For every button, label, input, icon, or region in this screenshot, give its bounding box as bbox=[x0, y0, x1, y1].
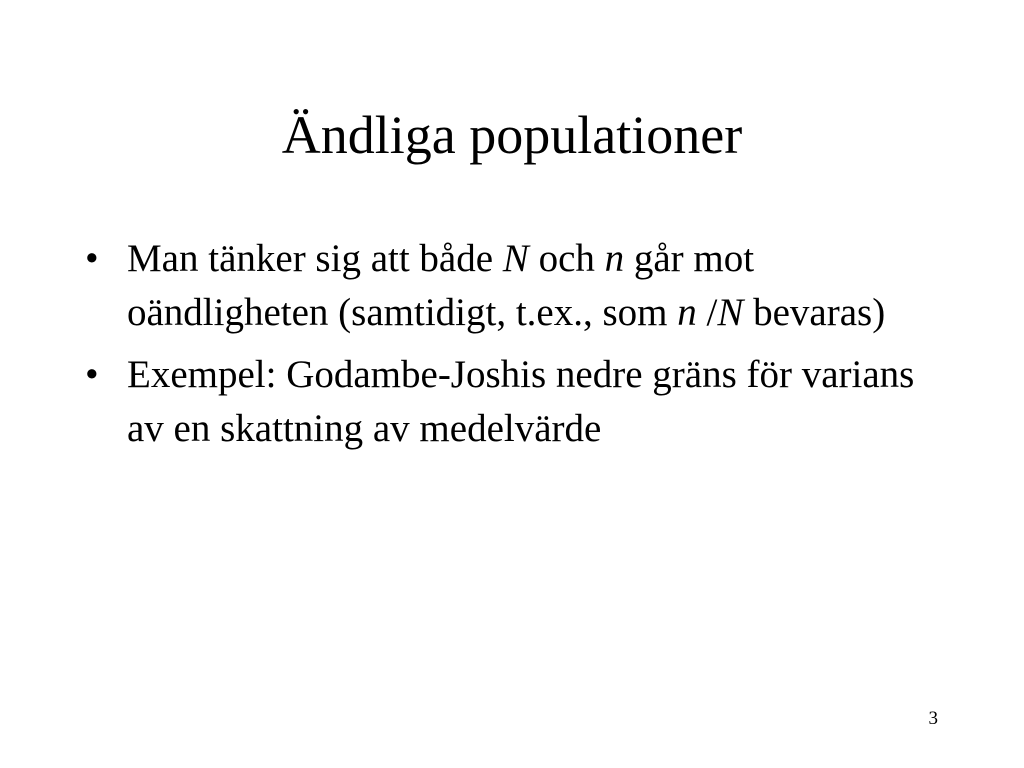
variable-N: N bbox=[717, 291, 744, 334]
bullet-list bbox=[85, 232, 945, 464]
bullet-item bbox=[85, 348, 945, 456]
slide-title: Ändliga populationer bbox=[281, 105, 743, 165]
text-run: och bbox=[528, 237, 605, 280]
variable-n: n bbox=[677, 291, 697, 334]
variable-N: N bbox=[502, 237, 529, 280]
bullet-item bbox=[85, 232, 945, 340]
text-run: går mot oändligheten (samtidigt, t.ex., som bbox=[127, 237, 755, 334]
text-run: / bbox=[696, 291, 718, 334]
bullet-text bbox=[127, 237, 885, 334]
page-number: 3 bbox=[928, 708, 938, 729]
variable-n: n bbox=[604, 237, 625, 280]
bullet-icon: • bbox=[85, 353, 99, 396]
text-run: bevaras) bbox=[743, 291, 886, 334]
bullet-icon: • bbox=[85, 237, 99, 280]
text-run: Man tänker sig att både bbox=[127, 237, 503, 280]
bullet-text: Exempel: Godambe-Joshis nedre gräns för varians av en skattning av medelvärde bbox=[127, 353, 915, 450]
